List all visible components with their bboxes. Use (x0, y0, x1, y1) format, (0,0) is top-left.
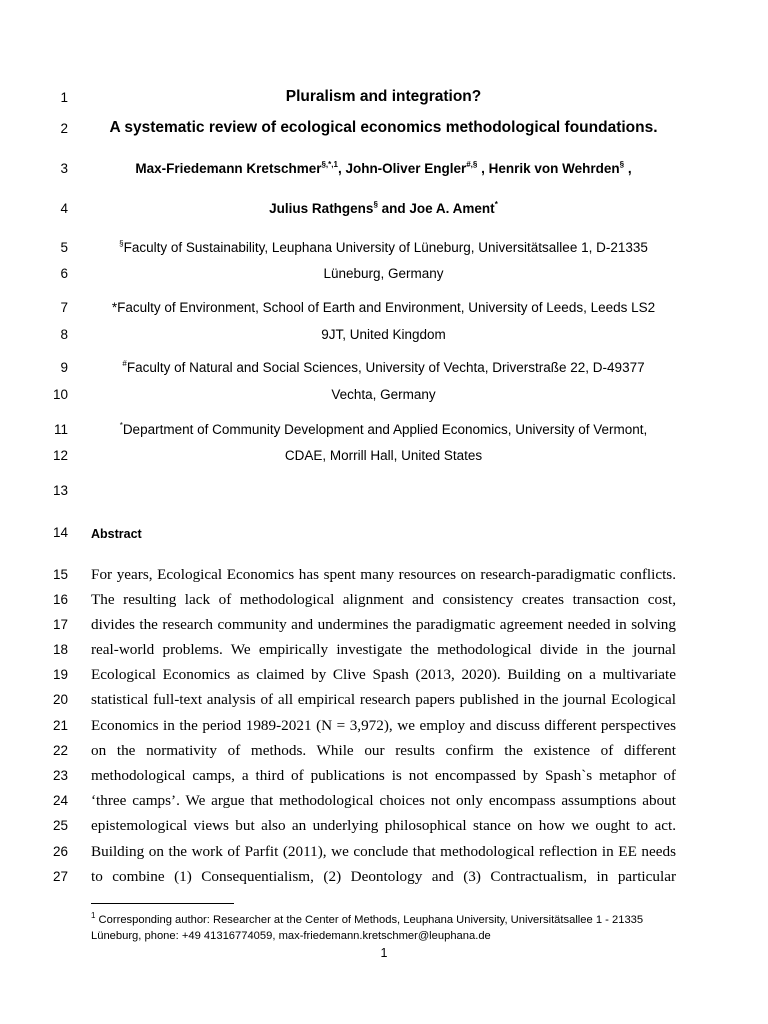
author-affiliation-mark: § (619, 160, 625, 169)
line-number: 6 (60, 266, 68, 281)
line-number: 13 (52, 483, 68, 498)
affiliation-text: Faculty of Sustainability, Leuphana University of Lüneburg, Universitätsallee 1, D-21335 (123, 240, 648, 255)
author-name: , Henrik von Wehrden (477, 161, 620, 176)
line-number: 12 (52, 448, 68, 463)
line-number: 16 (52, 592, 68, 607)
affiliation-mark: § (119, 239, 124, 248)
line-number: 10 (52, 387, 68, 402)
abstract-heading: Abstract (91, 527, 142, 541)
author-name: , John-Oliver Engler (337, 161, 467, 176)
affiliation-4 (91, 422, 676, 438)
abstract-line: real-world problems. We empirically investigate the methodological divide in the journal (91, 641, 676, 658)
line-number: 8 (60, 327, 68, 342)
abstract-line: For years, Ecological Economics has spent many resources on research-paradigmatic conflicts. (91, 566, 676, 583)
affiliation-text: Faculty of Natural and Social Sciences, University of Vechta, Driverstraße 22, D-49377 (126, 360, 645, 375)
line-number: 18 (52, 642, 68, 657)
line-number: 9 (60, 360, 68, 375)
affiliation-4-cont: CDAE, Morrill Hall, United States (284, 448, 483, 463)
abstract-line: on the normativity of methods. While our results confirm the existence of different (91, 742, 676, 759)
author-affiliation-mark: §,*,1 (321, 160, 338, 169)
footnote-mark: 1 (91, 911, 96, 920)
affiliation-mark: # (122, 359, 127, 368)
authors-line-1 (91, 161, 676, 177)
author-name: and Joe A. Ament (377, 201, 495, 216)
line-number: 11 (53, 422, 68, 437)
author-affiliation-mark: * (494, 200, 498, 209)
line-number: 3 (60, 161, 68, 176)
abstract-line: divides the research community and undermines the paradigmatic agreement needed in solving (91, 616, 676, 633)
affiliation-text: Department of Community Development and Applied Economics, University of Vermont, (122, 422, 648, 437)
author-name: Julius Rathgens (269, 201, 374, 216)
line-number: 25 (52, 818, 68, 833)
footnote-text: Corresponding author: Researcher at the Center of Methods, Leuphana University, Universitätsallee 1 - 21335 (95, 914, 644, 926)
line-number: 14 (52, 525, 68, 540)
author-affiliation-mark: #,§ (466, 160, 478, 169)
line-number: 19 (52, 667, 68, 682)
abstract-line: epistemological views but also an underlying philosophical stance on how we ought to act. (91, 817, 676, 834)
line-number: 24 (52, 793, 68, 808)
paper-title-line-1: Pluralism and integration? (285, 88, 482, 105)
abstract-line: The resulting lack of methodological alignment and consistency creates transaction cost, (91, 591, 676, 608)
line-number: 4 (60, 201, 68, 216)
paper-title-line-2: A systematic review of ecological economics methodological foundations. (109, 119, 658, 136)
line-number: 15 (52, 567, 68, 582)
authors-line-2 (91, 201, 676, 217)
author-affiliation-mark: § (373, 200, 378, 209)
line-number: 23 (52, 768, 68, 783)
abstract-line: statistical full-text analysis of all empirical research papers published in the journal Ecological (91, 691, 676, 708)
line-number: 22 (52, 743, 68, 758)
author-separator: , (624, 161, 632, 176)
affiliation-1-cont: Lüneburg, Germany (323, 266, 444, 281)
affiliation-3-cont: Vechta, Germany (331, 387, 436, 402)
abstract-line: Economics in the period 1989-2021 (N = 3,972), we employ and discuss different perspectives (91, 717, 676, 734)
line-number: 17 (52, 617, 68, 632)
abstract-line: to combine (1) Consequentialism, (2) Deontology and (3) Contractualism, in particular (91, 868, 676, 885)
footnote-line-1 (91, 913, 691, 927)
affiliation-1 (91, 240, 676, 256)
page-number: 1 (380, 946, 388, 960)
line-number: 2 (60, 121, 68, 136)
line-number: 5 (60, 240, 68, 255)
author-name: Max-Friedemann Kretschmer (135, 161, 322, 176)
abstract-line: Building on the work of Parfit (2011), we conclude that methodological reflection in EE needs (91, 843, 676, 860)
footnote-rule (91, 903, 234, 904)
line-number: 1 (60, 90, 68, 105)
line-number: 27 (52, 869, 68, 884)
footnote-line-2: Lüneburg, phone: +49 41316774059, max-friedemann.kretschmer@leuphana.de (91, 930, 491, 942)
line-number: 21 (52, 718, 68, 733)
abstract-line: ‘three camps’. We argue that methodological choices not only encompass assumptions about (91, 792, 676, 809)
affiliation-mark: * (119, 421, 123, 430)
affiliation-2: *Faculty of Environment, School of Earth and Environment, University of Leeds, Leeds LS2 (111, 300, 656, 315)
line-number: 20 (52, 692, 68, 707)
affiliation-2-cont: 9JT, United Kingdom (321, 327, 446, 342)
line-number: 7 (60, 300, 68, 315)
abstract-line: Ecological Economics as claimed by Clive Spash (2013, 2020). Building on a multivariate (91, 666, 676, 683)
line-number: 26 (52, 844, 68, 859)
affiliation-3 (91, 360, 676, 376)
abstract-line: methodological camps, a third of publications is not encompassed by Spash`s metaphor of (91, 767, 676, 784)
